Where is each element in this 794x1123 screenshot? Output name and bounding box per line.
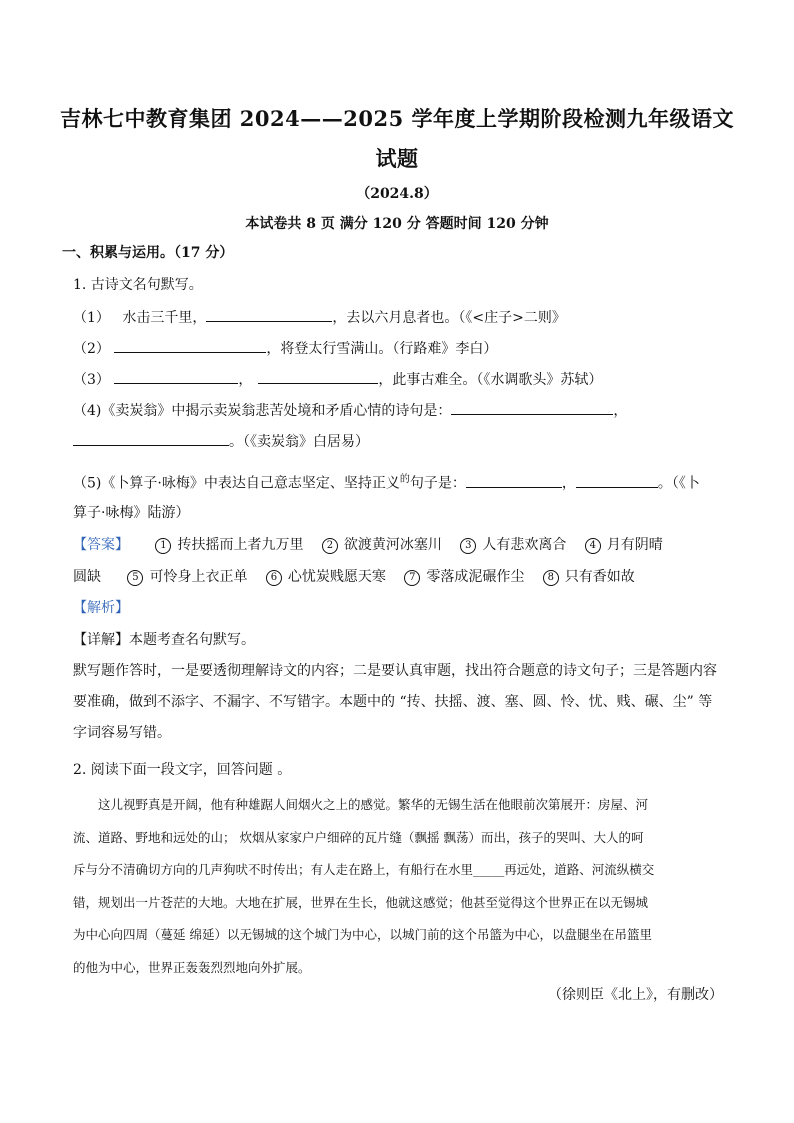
item4-mid: ， [613, 403, 628, 419]
detail-text: 本题考查名句默写。 [129, 632, 255, 648]
answer-item [543, 567, 635, 587]
answer-blank[interactable] [73, 431, 229, 446]
answer-text: 可怜身上衣正单 [149, 569, 248, 585]
reading-passage [73, 794, 723, 989]
explain-line: 字词容易写错。 [73, 725, 171, 741]
answer-item [127, 567, 247, 587]
answer-blank[interactable] [451, 400, 613, 415]
q1-item5 [73, 470, 723, 494]
answer-text: 抟扶摇而上者九万里 [177, 537, 304, 553]
section-heading: 一、积累与运用。（17 分） [62, 245, 234, 261]
detail-label: 【详解】 [73, 632, 129, 648]
answer-line2 [73, 567, 723, 587]
q1-prompt: 1. 古诗文名句默写。 [73, 277, 203, 293]
answer-text: 欲渡黄河冰塞川 [343, 537, 442, 553]
exam-info: 本试卷共 8 页 满分 120 分 答题时间 120 分钟 [245, 216, 549, 232]
explain-line: 默写题作答时，一是要透彻理解诗文的内容；二是要认真审题，找出符合题意的诗文句子；三是答题内容 [73, 663, 717, 679]
item1-post: ，去以六月息者也。（《<庄子>二则》 [332, 310, 566, 326]
answer-line1 [73, 535, 723, 555]
passage-line: 这儿视野真是开阔，他有种雄踞人间烟火之上的感觉。繁华的无锡生活在他眼前次第展开：房屋、河 [73, 797, 649, 812]
circled-number: 1 [155, 538, 171, 554]
answer-blank[interactable] [114, 369, 238, 384]
item5-mid: 句子是： [409, 475, 466, 492]
passage-line: 的他为中心，世界正轰轰烈烈地向外扩展。 [73, 959, 311, 975]
answer-item [585, 535, 663, 555]
item4-pre: （4)《卖炭翁》中揭示卖炭翁悲苦处境和矛盾心情的诗句是： [73, 403, 452, 419]
exam-title-line1: 吉林七中教育集团 2024——2025 学年度上学期阶段检测九年级语文 [60, 106, 735, 131]
item5-comma: ， [561, 475, 576, 492]
answer-label: 【答案】 [73, 537, 129, 553]
item1-label: （1） [73, 310, 110, 326]
item3-label: （3） [73, 372, 110, 388]
circled-number: 4 [585, 538, 601, 554]
item1-pre: 水击三千里， [122, 310, 207, 326]
answer-line2-start: 圆缺 [73, 569, 101, 585]
analysis-label: 【解析】 [73, 600, 129, 616]
answer-text: 零落成泥碾作尘 [426, 569, 525, 585]
exam-title-line2: 试题 [375, 146, 419, 171]
passage-line: 为中心向四周（蔓延 绵延）以无锡城的这个城门为中心，以城门前的这个吊篮为中心，以盘腿坐在吊篮里 [73, 927, 652, 942]
passage-source: （徐则臣《北上》，有删改） [548, 987, 723, 1003]
q1-item4 [73, 400, 723, 421]
circled-number: 5 [127, 570, 143, 586]
item5-sup: 的 [399, 474, 410, 485]
passage-line: 斥与分不清确切方向的几声狗吠不时传出；有人走在路上，有船行在水里_____再远处，道路、河流纵横交 [73, 862, 655, 877]
answer-item [460, 535, 566, 555]
passage-line: 流、道路、野地和远处的山； 炊烟从家家户户细碎的瓦片缝（飘摇 飘荡）而出，孩子的哭叫、大人的呵 [73, 829, 644, 845]
answer-blank[interactable] [466, 473, 562, 488]
answer-text: 月有阴晴 [606, 537, 663, 553]
circled-number: 6 [266, 570, 282, 586]
answer-text: 只有香如故 [564, 569, 635, 585]
circled-number: 3 [460, 538, 476, 554]
answer-blank[interactable] [258, 369, 378, 384]
q1-item1 [73, 307, 723, 328]
item3-mid: ， [238, 372, 253, 388]
item2-post: ，将登太行雪满山。（行路难》李白） [266, 341, 498, 357]
answer-blank[interactable] [576, 473, 658, 488]
circled-number: 7 [404, 570, 420, 586]
item5-pre: （5)《卜算子·咏梅》中表达自己意志坚定、坚持正义 [73, 475, 400, 492]
answer-item [155, 535, 303, 555]
answer-item [404, 567, 524, 587]
answer-text: 心忧炭贱愿天寒 [287, 569, 386, 585]
q1-item2 [73, 338, 723, 359]
q1-item3 [73, 369, 723, 390]
circled-number: 2 [322, 538, 338, 554]
answer-text: 人有悲欢离合 [482, 537, 567, 553]
detail-line [73, 630, 723, 650]
passage-line: 错，规划出一片苍茫的大地。大地在扩展，世界在生长，他就这感觉；他甚至觉得这个世界正在以无锡城 [73, 894, 649, 910]
item2-label: （2） [73, 341, 110, 357]
q2-prompt: 2. 阅读下面一段文字，回答问题 。 [73, 762, 292, 778]
item3-post: ，此事古难全。（《水调歌头》苏轼） [378, 372, 603, 388]
item4-post: 。（《卖炭翁》白居易） [229, 434, 369, 450]
explain-line: 要准确，做到不添字、不漏字、不写错字。本题中的 “抟、扶摇、渡、塞、圆、怜、忧、贱、碾、尘” 等 [73, 694, 713, 710]
exam-date: （2024.8） [356, 186, 438, 202]
circled-number: 8 [543, 570, 559, 586]
answer-blank[interactable] [114, 338, 266, 353]
answer-item [322, 535, 442, 555]
answer-blank[interactable] [206, 307, 332, 322]
q1-item4-cont [73, 431, 723, 452]
q1-item5-line2: 算子·咏梅》陆游） [73, 505, 190, 521]
answer-item [266, 567, 386, 587]
item5-post: 。（《卜 [657, 475, 700, 492]
